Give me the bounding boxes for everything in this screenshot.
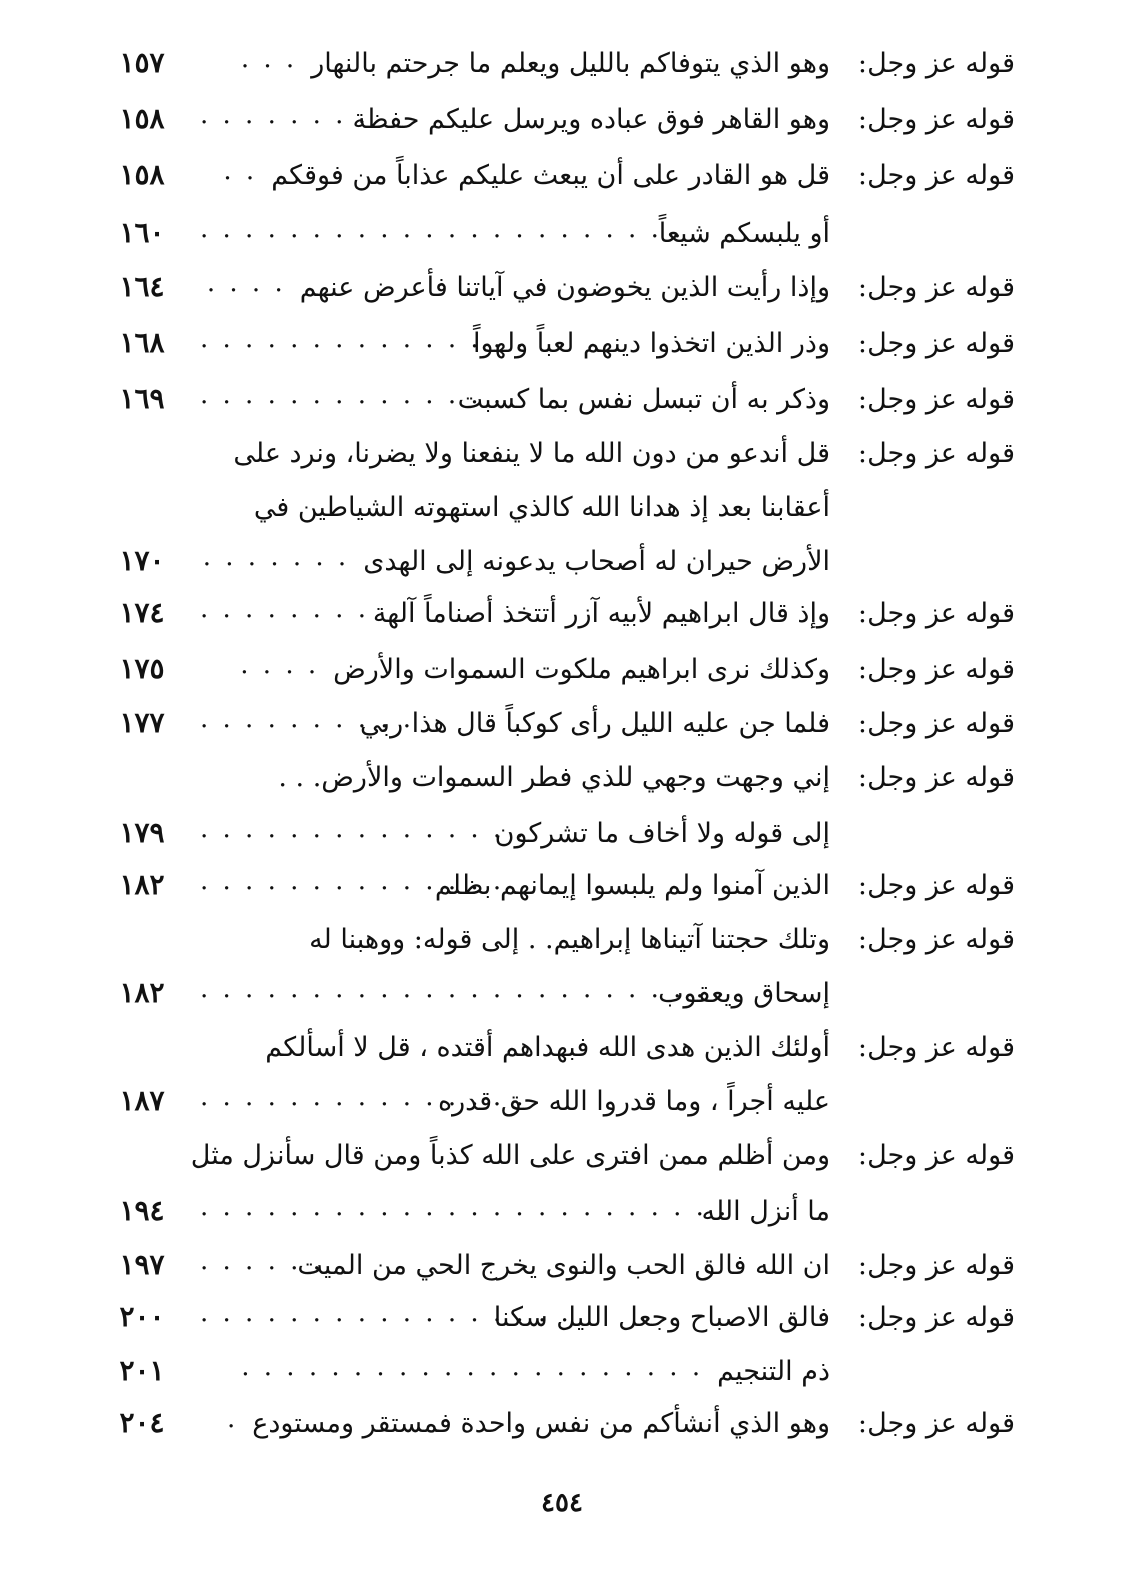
- index-entry: [90, 486, 1020, 542]
- entry-label: قوله عز وجل: [867, 924, 1015, 955]
- index-entry: [90, 98, 1020, 154]
- entry-label: قوله عز وجل: [867, 1302, 1015, 1333]
- entry-leader-dots: . . . . . . .: [202, 542, 350, 572]
- entry-colon: :: [857, 870, 867, 901]
- entry-leader-dots: .: [226, 1404, 239, 1434]
- entry-text: وإذ قال ابراهيم لأبيه آزر أتتخذ أصناماً آلهة: [372, 598, 830, 629]
- entry-leader-dots: . . . . . . . . . . . . . . .: [200, 814, 527, 844]
- entry-page-number: ١٥٨: [119, 102, 165, 135]
- index-entry: [90, 1296, 1020, 1352]
- entry-leader-dots: . . . . . . . . . . . . . . . . . . . . .: [241, 1352, 704, 1382]
- entry-label: قوله عز وجل: [867, 762, 1015, 793]
- entry-leader-dots: . . . . . . . . . . . . . . .: [200, 324, 527, 354]
- entry-colon: :: [857, 272, 867, 303]
- index-entry: [90, 648, 1020, 704]
- entry-label: قوله عز وجل: [867, 438, 1015, 469]
- entry-colon: :: [857, 924, 867, 955]
- entry-colon: :: [857, 708, 867, 739]
- entry-label: قوله عز وجل: [867, 1140, 1015, 1171]
- entry-page-number: ١٦٤: [119, 270, 165, 303]
- index-entry: [90, 432, 1020, 488]
- entry-page-number: ١٦٨: [119, 326, 165, 359]
- entry-colon: :: [857, 104, 867, 135]
- entry-colon: :: [857, 438, 867, 469]
- index-entry: [90, 1350, 1020, 1406]
- index-entry: [90, 378, 1020, 434]
- entry-text: أو يلبسكم شيعاً: [658, 218, 830, 249]
- entry-text: فالق الاصباح وجعل الليل سكنا: [493, 1302, 830, 1333]
- entry-page-number: ٢٠٠: [119, 1300, 165, 1333]
- index-entry: [90, 864, 1020, 920]
- entry-label: قوله عز وجل: [867, 654, 1015, 685]
- entry-page-number: ٢٠١: [119, 1354, 165, 1387]
- entry-leader-dots: . . . . . . . . . . . . . . . . . . . . . . .: [200, 974, 707, 1004]
- entry-text: وكذلك نرى ابراهيم ملكوت السموات والأرض: [333, 654, 830, 685]
- entry-label: قوله عز وجل: [867, 328, 1015, 359]
- index-entry: [90, 212, 1020, 268]
- entry-leader-dots: . . . .: [240, 650, 320, 680]
- entry-leader-dots: . . . . . . . . . . . . . . . . . . . . . . . .: [200, 1192, 730, 1222]
- entry-text: وهو الذي يتوفاكم بالليل ويعلم ما جرحتم بالنهار: [311, 48, 830, 79]
- page-number: ٤٥٤: [541, 1488, 583, 1518]
- index-entry: [90, 322, 1020, 378]
- entry-page-number: ١٩٤: [119, 1194, 165, 1227]
- entry-leader-dots: . .: [223, 156, 258, 186]
- entry-text: إلى قوله ولا أخاف ما تشركون: [494, 818, 830, 849]
- index-entry: [90, 1244, 1020, 1300]
- entry-text: وهو الذي أنشأكم من نفس واحدة فمستقر ومستودع: [252, 1408, 830, 1439]
- entry-page-number: ١٥٧: [119, 46, 165, 79]
- index-entry: [90, 812, 1020, 868]
- entry-label: قوله عز وجل: [867, 870, 1015, 901]
- entry-page-number: ١٧٥: [119, 652, 165, 685]
- entry-leader-dots: . . .: [240, 44, 298, 74]
- entry-text: وذر الذين اتخذوا دينهم لعباً ولهواً: [472, 328, 830, 359]
- entry-text: ان الله فالق الحب والنوى يخرج الحي من الميت: [297, 1250, 830, 1281]
- entry-page-number: ١٨٢: [119, 868, 165, 901]
- entry-text: إسحاق ويعقوب: [658, 978, 830, 1009]
- entry-label: قوله عز وجل: [867, 272, 1015, 303]
- entry-text: ومن أظلم ممن افترى على الله كذباً ومن قال سأنزل مثل: [190, 1140, 830, 1171]
- index-entry: [90, 1402, 1020, 1458]
- entry-text: وهو القاهر فوق عباده ويرسل عليكم حفظة: [352, 104, 830, 135]
- entry-label: قوله عز وجل: [867, 1250, 1015, 1281]
- entry-leader-dots: . . . . . . . .: [200, 100, 369, 130]
- index-entry: [90, 1190, 1020, 1246]
- entry-label: قوله عز وجل: [867, 1408, 1015, 1439]
- entry-label: قوله عز وجل: [867, 598, 1015, 629]
- entry-leader-dots: . . . . . . . . . . . . . . .: [200, 1082, 527, 1112]
- entry-colon: :: [857, 48, 867, 79]
- index-entry: [90, 154, 1020, 210]
- entry-text: وتلك حجتنا آتيناها إبراهيم. . إلى قوله: ووهبنا له: [309, 924, 830, 955]
- entry-leader-dots: . . . .: [206, 268, 286, 298]
- entry-page-number: ٢٠٤: [119, 1406, 165, 1439]
- entry-text: الأرض حيران له أصحاب يدعونه إلى الهدى: [363, 546, 830, 577]
- entry-page-number: ١٥٨: [119, 158, 165, 191]
- entry-leader-dots: . . . . . . . . . . . . . . . . .: [200, 1298, 572, 1328]
- index-entry: [90, 972, 1020, 1028]
- entry-colon: :: [857, 328, 867, 359]
- entry-colon: :: [857, 384, 867, 415]
- entry-leader-dots: . . . . . . . . . .: [200, 704, 415, 734]
- entry-label: قوله عز وجل: [867, 104, 1015, 135]
- entry-leader-dots: . . . . . . . . . . . . . .: [200, 866, 505, 896]
- index-entry: [90, 1080, 1020, 1136]
- entry-text: فلما جن عليه الليل رأى كوكباً قال هذا ربي: [360, 708, 830, 739]
- entry-text: قل أندعو من دون الله ما لا ينفعنا ولا يضرنا، ونرد على: [233, 438, 830, 469]
- entry-text: الذين آمنوا ولم يلبسوا إيمانهم بظلم: [434, 870, 830, 901]
- entry-text: أعقابنا بعد إذ هدانا الله كالذي استهوته الشياطين في: [253, 492, 830, 523]
- entry-colon: :: [857, 598, 867, 629]
- entry-colon: :: [857, 1032, 867, 1063]
- index-entry: [90, 540, 1020, 596]
- entry-page-number: ١٩٧: [119, 1248, 165, 1281]
- entry-text: وإذا رأيت الذين يخوضون في آياتنا فأعرض عنهم: [299, 272, 830, 303]
- index-entry: [90, 756, 1020, 812]
- entry-leader-dots: . . . . . .: [200, 1246, 324, 1276]
- entry-colon: :: [857, 160, 867, 191]
- entry-label: قوله عز وجل: [867, 708, 1015, 739]
- entry-text: أولئك الذين هدى الله فبهداهم أقتده ، قل لا أسألكم: [265, 1032, 830, 1063]
- entry-page-number: ١٦٩: [119, 382, 165, 415]
- entry-leader-dots: . . . . . . . . . . . . . . . . . . . . . .: [200, 214, 685, 244]
- index-entry: [90, 42, 1020, 98]
- entry-page-number: ١٧٠: [119, 544, 165, 577]
- index-entry: [90, 266, 1020, 322]
- entry-page-number: ١٧٤: [119, 596, 165, 629]
- entry-text: إني وجهت وجهي للذي فطر السموات والأرض. . .: [278, 762, 830, 793]
- entry-colon: :: [857, 1408, 867, 1439]
- index-entry: [90, 592, 1020, 648]
- entry-leader-dots: . . . . . . . .: [200, 594, 369, 624]
- entry-text: عليه أجراً ، وما قدروا الله حق قدره: [437, 1086, 830, 1117]
- entry-page-number: ١٧٩: [119, 816, 165, 849]
- index-entry: [90, 1026, 1020, 1082]
- entry-text: ذم التنجيم: [717, 1356, 830, 1387]
- entry-leader-dots: . . . . . . . . . . . . . .: [200, 380, 505, 410]
- entry-colon: :: [857, 1302, 867, 1333]
- index-entry: [90, 918, 1020, 974]
- entry-text: وذكر به أن تبسل نفس بما كسبت: [457, 384, 830, 415]
- entry-page-number: ١٦٠: [119, 216, 165, 249]
- index-entry: [90, 702, 1020, 758]
- entry-label: قوله عز وجل: [867, 384, 1015, 415]
- entry-text: ما أنزل الله: [701, 1196, 830, 1227]
- entry-colon: :: [857, 1250, 867, 1281]
- entry-label: قوله عز وجل: [867, 1032, 1015, 1063]
- entry-text: قل هو القادر على أن يبعث عليكم عذاباً من فوقكم: [271, 160, 830, 191]
- entry-label: قوله عز وجل: [867, 48, 1015, 79]
- entry-page-number: ١٨٧: [119, 1084, 165, 1117]
- entry-colon: :: [857, 762, 867, 793]
- entry-colon: :: [857, 1140, 867, 1171]
- entry-page-number: ١٨٢: [119, 976, 165, 1009]
- entry-page-number: ١٧٧: [119, 706, 165, 739]
- entry-label: قوله عز وجل: [867, 160, 1015, 191]
- entry-colon: :: [857, 654, 867, 685]
- index-entry: [90, 1134, 1020, 1190]
